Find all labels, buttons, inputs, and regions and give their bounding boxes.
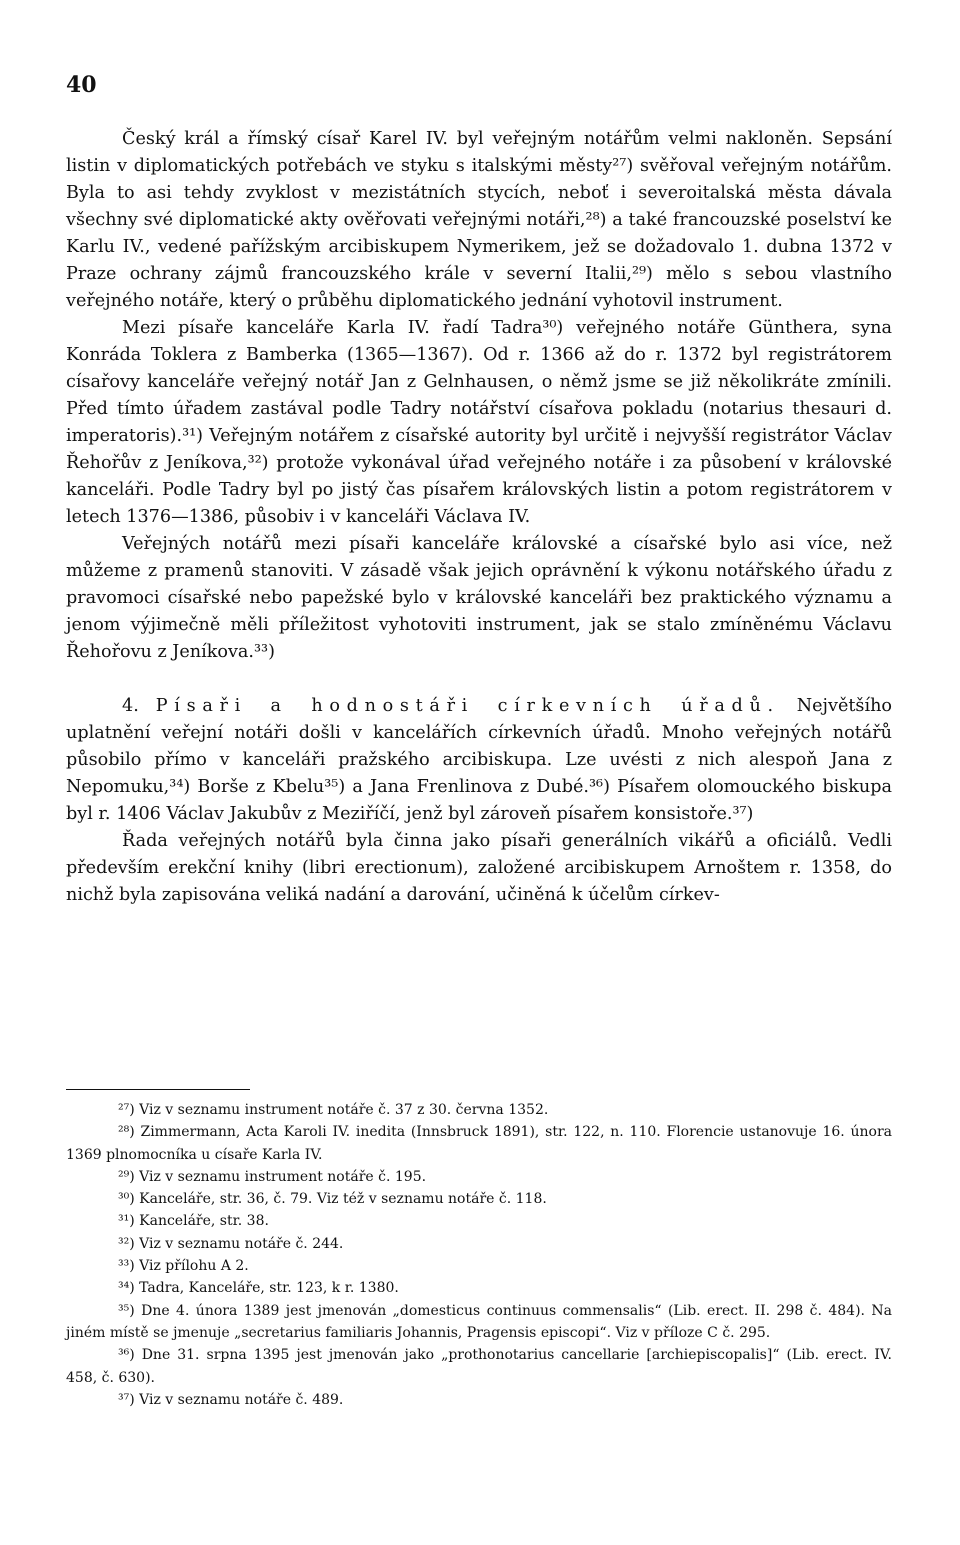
- footnote: [66, 1344, 892, 1389]
- page-number: 40: [66, 72, 97, 98]
- footnote-text: Viz v seznamu instrument notáře č. 195.: [139, 1168, 427, 1185]
- footnote: [66, 1099, 892, 1121]
- footnote: [66, 1166, 892, 1188]
- footnote-number: ³²): [118, 1235, 135, 1252]
- body-text: [66, 126, 892, 909]
- footnote-text: Viz v seznamu instrument notáře č. 37 z 30. června 1352.: [139, 1102, 549, 1118]
- footnote-number: ³¹): [118, 1213, 135, 1230]
- footnote-text: Viz přílohu A 2.: [139, 1258, 249, 1275]
- footnote-number: ²⁸): [118, 1124, 135, 1141]
- paragraph: Český král a římský císař Karel IV. byl veřejným notářům velmi nakloněn. Sepsání listin v diplomatických potřebách ve styku s italskými městy²⁷) svěřoval veřejným notářům. Byla to asi tehdy zvyklost v mezistátních stycích, neboť i severoitalská města dávala všechny své diplomatické akty ověřovati veřejnými notáři,²⁸) a také francouzské poselství ke Karlu IV., vedené pařížským arcibiskupem Nymerikem, jež se dožadovalo 1. dubna 1372 v Praze ochrany zájmů francouzského krále v severní Italii,²⁹) mělo s sebou vlastního veřejného notáře, který o průběhu diplomatického jednání vyhotovil instrument.: [66, 129, 892, 311]
- footnote-number: ²⁷): [118, 1102, 135, 1118]
- footnote-number: ³⁶): [118, 1347, 135, 1364]
- footnote-number: ²⁹): [118, 1168, 135, 1185]
- footnote: [66, 1210, 892, 1232]
- footnotes: [66, 1099, 892, 1411]
- footnote-text: Tadra, Kanceláře, str. 123, k r. 1380.: [139, 1280, 399, 1297]
- footnote: [66, 1389, 892, 1411]
- paragraph: Řada veřejných notářů byla činna jako písaři generálních vikářů a oficiálů. Vedli především erekční knihy (libri erectionum), založené arcibiskupem Arnoštem r. 1358, do nichž byla zapisována veliká nadání a darování, učiněná k účelům církev-: [66, 831, 892, 905]
- footnote-text: Dne 4. února 1389 jest jmenován „domesticus continuus commensalis“ (Lib. erect. II. 298 č. 484). Na jiném místě se jmenuje „secretarius familiaris Johannis, Pragensis episcopi“. Viz v příloze C č. 295.: [66, 1302, 893, 1341]
- footnote-number: ³⁵): [118, 1302, 135, 1319]
- footnote: [66, 1277, 892, 1299]
- footnote-number: ³⁷): [118, 1391, 135, 1408]
- footnote-text: Viz v seznamu notáře č. 489.: [139, 1391, 344, 1408]
- paragraph: Mezi písaře kanceláře Karla IV. řadí Tadra³⁰) veřejného notáře Günthera, syna Konráda Toklera z Bamberka (1365—1367). Od r. 1366 až do r. 1372 byl registrátorem císařovy kanceláře veřejný notář Jan z Gelnhausen, o němž jsme se již několikráte zmínili. Před tímto úřadem zastával podle Tadry notářství císařova pokladu (notarius thesauri d. imperatoris).³¹) Veřejným notářem z císařské autority byl určitě i nejvyšší registrátor Václav Řehořův z Jeníkova,³²) protože vykonával úřad veřejného notáře i za působení v královské kanceláři. Podle Tadry byl po jistý čas písařem královských listin a potom registrátorem v letech 1376—1386, působiv i v kanceláři Václava IV.: [66, 318, 892, 527]
- paragraph: Veřejných notářů mezi písaři kanceláře královské a císařské bylo asi více, než můžeme z pramenů stanoviti. V zásadě však jejich oprávnění k výkonu notářského úřadu z pravomoci císařské nebo papežské bylo v královské kanceláři bez praktického významu a jenom výjimečně měli příležitost vyhotoviti instrument, jak se stalo zmíněnému Václavu Řehořovu z Jeníkova.³³): [66, 534, 892, 662]
- footnote-text: Kanceláře, str. 38.: [139, 1213, 269, 1230]
- footnote-text: Zimmermann, Acta Karoli IV. inedita (Innsbruck 1891), str. 122, n. 110. Florencie ustanovuje 16. února 1369 plnomocníka u císaře Karla IV.: [66, 1124, 892, 1163]
- footnote-number: ³⁴): [118, 1280, 135, 1297]
- footnote: [66, 1121, 892, 1166]
- footnote: [66, 1255, 892, 1277]
- footnote: [66, 1233, 892, 1255]
- section-text: Největšího uplatnění veřejní notáři došli v kancelářích církevních úřadů. Mnoho veřejných notářů působilo přímo v kanceláři pražského arcibiskupa. Lze uvésti z nich alespoň Jana z Nepomuku,³⁴) Borše z Kbelu³⁵) a Jana Frenlinova z Dubé.³⁶) Písařem olomouckého biskupa byl r. 1406 Václav Jakubův z Meziříčí, jenž byl zároveň písařem konsistoře.³⁷): [66, 696, 893, 824]
- footnote-number: ³⁰): [118, 1191, 135, 1208]
- section-heading: Písaři a hodnostáři církevních úřadů.: [155, 696, 780, 716]
- footnote-divider: [66, 1089, 250, 1090]
- section-paragraph: [66, 693, 892, 828]
- section-number: 4.: [122, 696, 139, 716]
- footnote-text: Dne 31. srpna 1395 jest jmenován jako „prothonotarius cancellarie [archiepiscopalis]“ (Lib. erect. IV. 458, č. 630).: [66, 1347, 892, 1386]
- footnote: [66, 1300, 892, 1345]
- footnote-text: Kanceláře, str. 36, č. 79. Viz též v seznamu notáře č. 118.: [139, 1191, 547, 1208]
- footnote-number: ³³): [118, 1258, 135, 1275]
- footnote: [66, 1188, 892, 1210]
- footnote-text: Viz v seznamu notáře č. 244.: [139, 1235, 344, 1252]
